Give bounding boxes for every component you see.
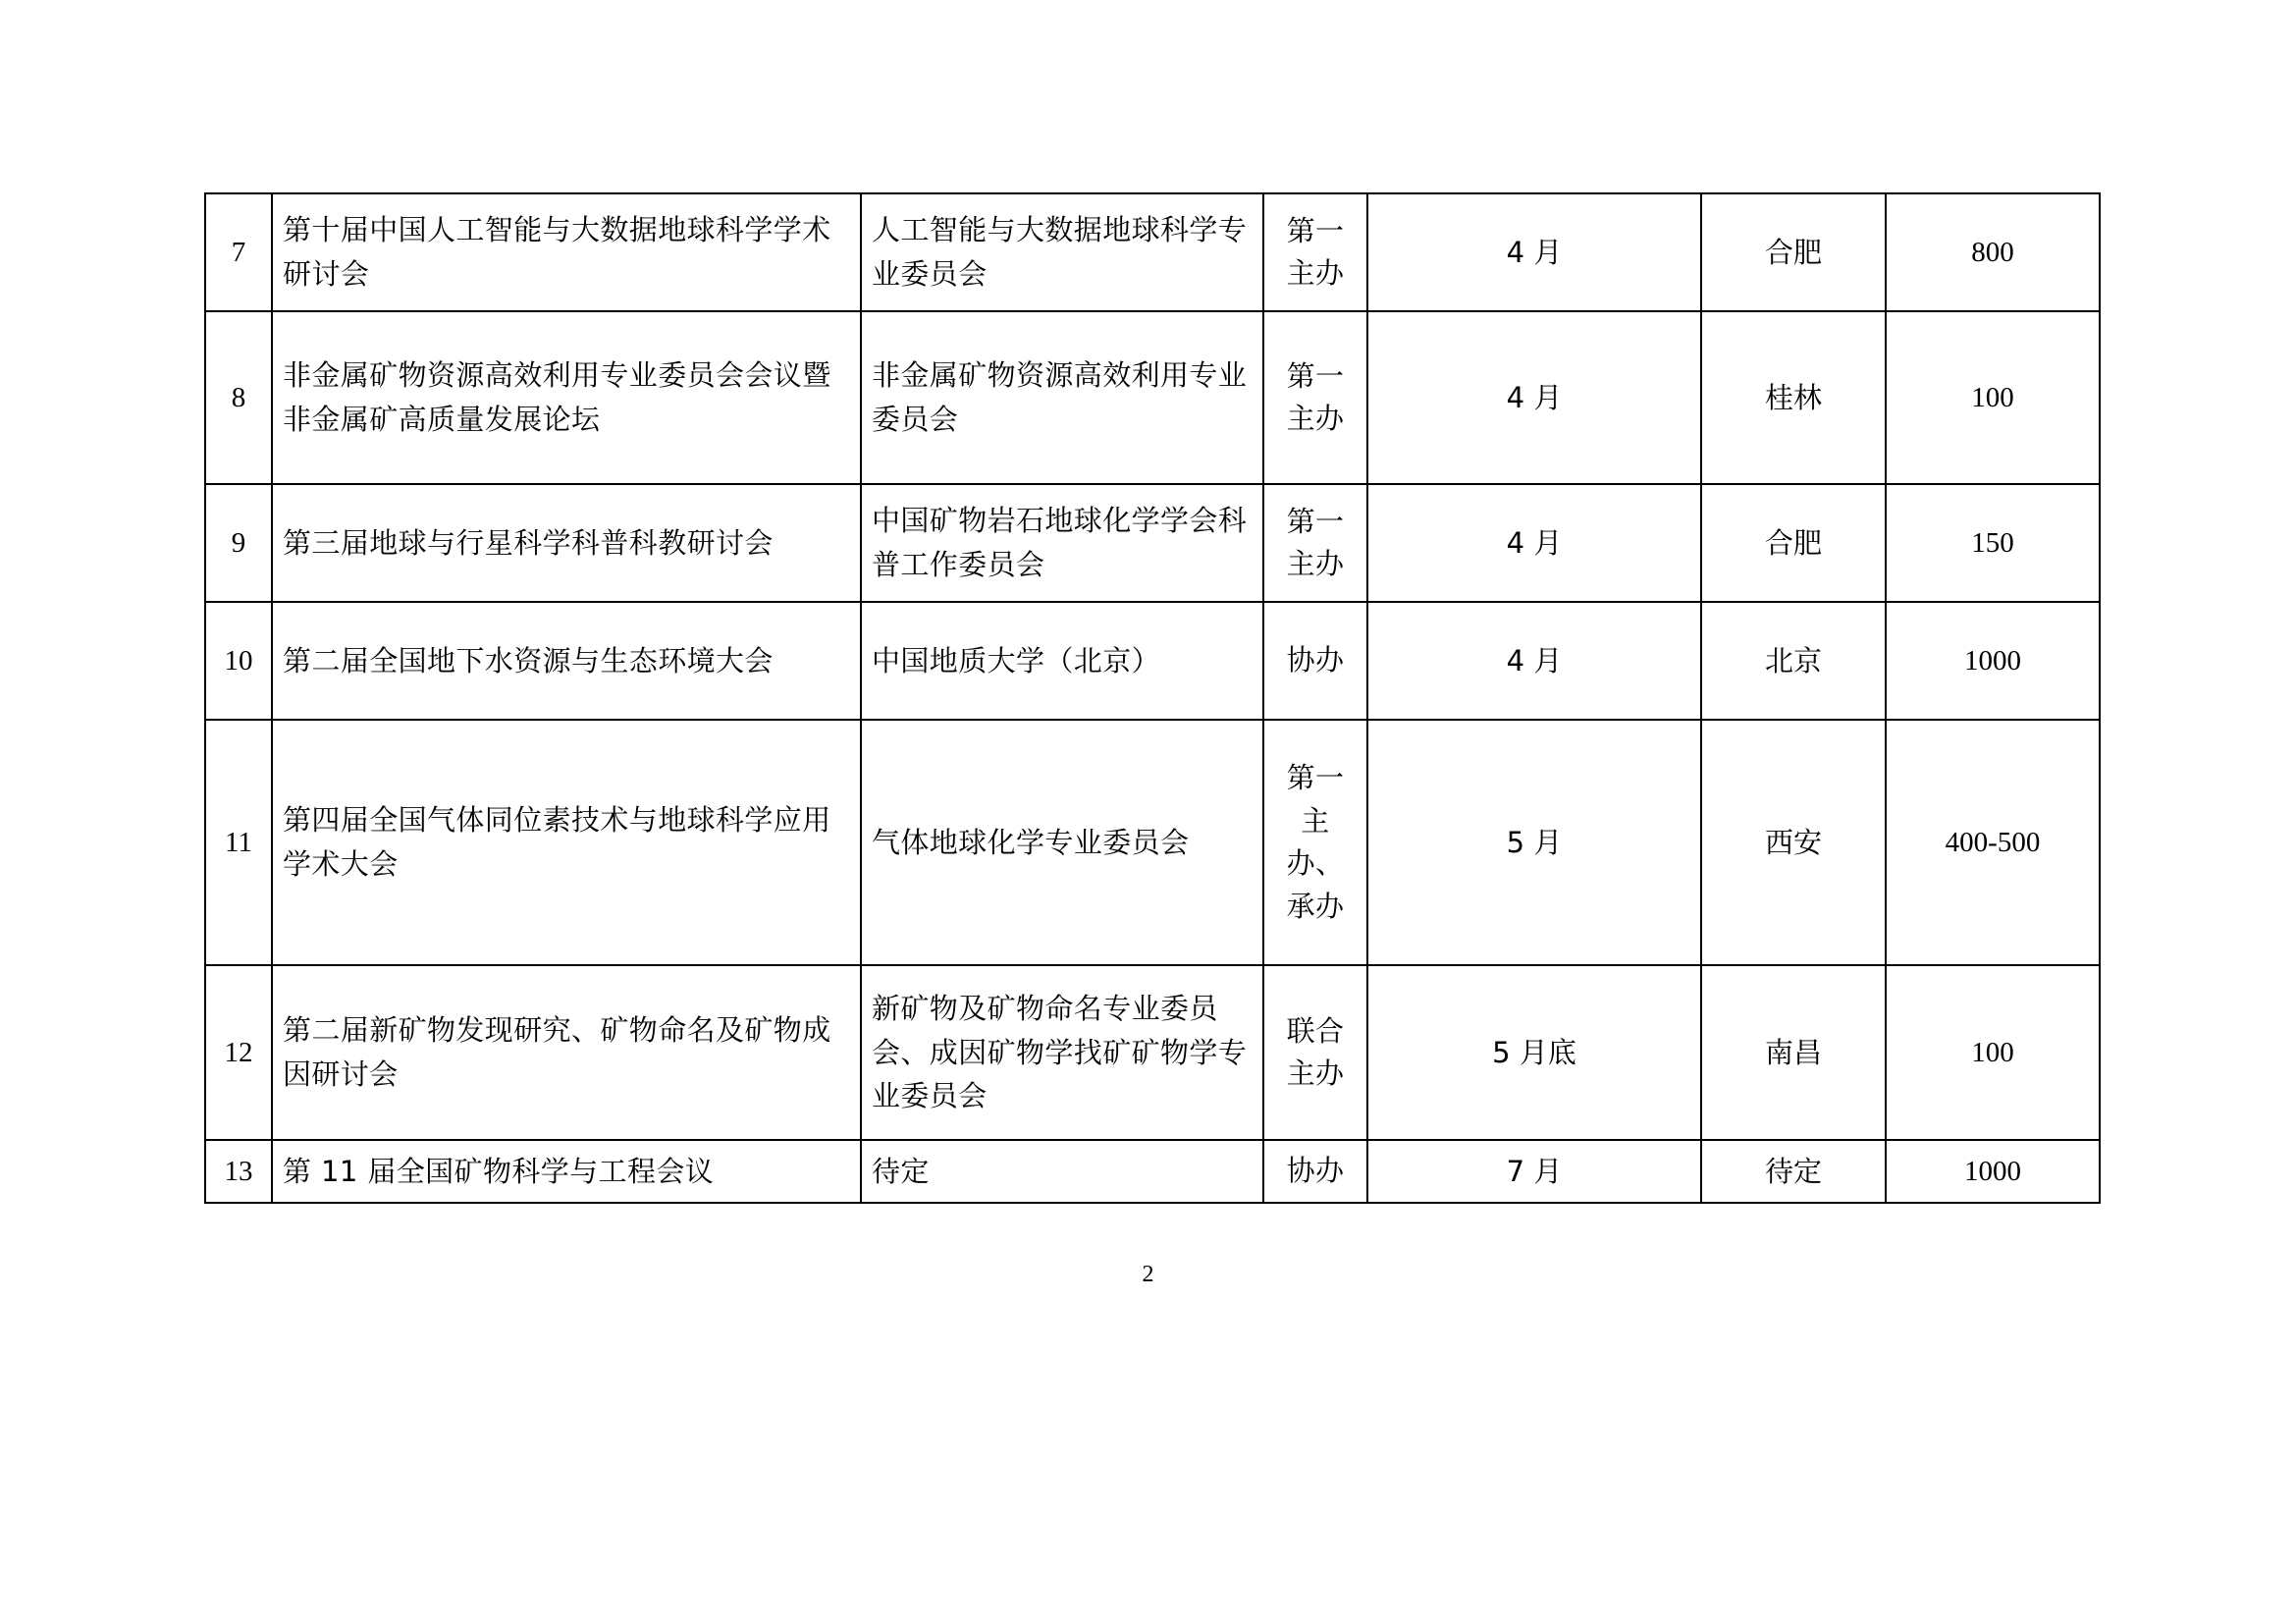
conference-name: 第四届全国气体同位素技术与地球科学应用学术大会 — [272, 720, 861, 965]
role-label — [1263, 311, 1367, 484]
month-label: 4 月 — [1367, 193, 1701, 311]
role-label — [1263, 602, 1367, 720]
organizer-name: 新矿物及矿物命名专业委员会、成因矿物学找矿矿物学专业委员会 — [861, 965, 1263, 1140]
table-row — [205, 1140, 2100, 1203]
table-row — [205, 965, 2100, 1140]
city-label: 南昌 — [1701, 965, 1886, 1140]
month-label: 4 月 — [1367, 484, 1701, 602]
row-index: 13 — [205, 1140, 272, 1203]
month-label: 7 月 — [1367, 1140, 1701, 1203]
table-row — [205, 193, 2100, 311]
city-label: 北京 — [1701, 602, 1886, 720]
row-index: 12 — [205, 965, 272, 1140]
row-index: 9 — [205, 484, 272, 602]
organizer-name: 中国地质大学（北京） — [861, 602, 1263, 720]
role-text: 第一 主 办、 承办 — [1286, 761, 1345, 923]
row-index: 11 — [205, 720, 272, 965]
table-row — [205, 720, 2100, 965]
conference-name: 第二届全国地下水资源与生态环境大会 — [272, 602, 861, 720]
city-label: 合肥 — [1701, 193, 1886, 311]
conference-name: 第十届中国人工智能与大数据地球科学学术研讨会 — [272, 193, 861, 311]
role-text: 第一 主办 — [1286, 358, 1345, 435]
month-label: 5 月底 — [1367, 965, 1701, 1140]
organizer-name: 非金属矿物资源高效利用专业委员会 — [861, 311, 1263, 484]
role-label — [1263, 965, 1367, 1140]
role-text: 联合 主办 — [1286, 1013, 1345, 1090]
page-number: 2 — [1142, 1262, 1154, 1287]
organizer-name: 中国矿物岩石地球化学学会科普工作委员会 — [861, 484, 1263, 602]
role-label — [1263, 193, 1367, 311]
table-row — [205, 484, 2100, 602]
conference-name: 第三届地球与行星科学科普科教研讨会 — [272, 484, 861, 602]
scale-value: 1000 — [1886, 602, 2100, 720]
organizer-name: 气体地球化学专业委员会 — [861, 720, 1263, 965]
city-label: 桂林 — [1701, 311, 1886, 484]
row-index: 10 — [205, 602, 272, 720]
scale-value: 400-500 — [1886, 720, 2100, 965]
table-row — [205, 311, 2100, 484]
role-label — [1263, 1140, 1367, 1203]
role-text: 协办 — [1286, 643, 1345, 677]
month-label: 5 月 — [1367, 720, 1701, 965]
scale-value: 800 — [1886, 193, 2100, 311]
conference-name: 第 11 届全国矿物科学与工程会议 — [272, 1140, 861, 1203]
conference-name: 第二届新矿物发现研究、矿物命名及矿物成因研讨会 — [272, 965, 861, 1140]
table-row — [205, 602, 2100, 720]
conference-schedule-table — [204, 192, 2101, 1204]
scale-value: 1000 — [1886, 1140, 2100, 1203]
city-label: 合肥 — [1701, 484, 1886, 602]
scale-value: 100 — [1886, 965, 2100, 1140]
month-label: 4 月 — [1367, 602, 1701, 720]
role-label — [1263, 720, 1367, 965]
scale-value: 100 — [1886, 311, 2100, 484]
conference-name: 非金属矿物资源高效利用专业委员会会议暨非金属矿高质量发展论坛 — [272, 311, 861, 484]
role-text: 第一 主办 — [1286, 504, 1345, 580]
role-text: 第一 主办 — [1286, 213, 1345, 290]
scale-value: 150 — [1886, 484, 2100, 602]
organizer-name: 人工智能与大数据地球科学专业委员会 — [861, 193, 1263, 311]
organizer-name: 待定 — [861, 1140, 1263, 1203]
city-label: 待定 — [1701, 1140, 1886, 1203]
row-index: 7 — [205, 193, 272, 311]
city-label: 西安 — [1701, 720, 1886, 965]
role-label — [1263, 484, 1367, 602]
month-label: 4 月 — [1367, 311, 1701, 484]
row-index: 8 — [205, 311, 272, 484]
table-body — [205, 193, 2100, 1203]
role-text: 协办 — [1286, 1154, 1345, 1188]
